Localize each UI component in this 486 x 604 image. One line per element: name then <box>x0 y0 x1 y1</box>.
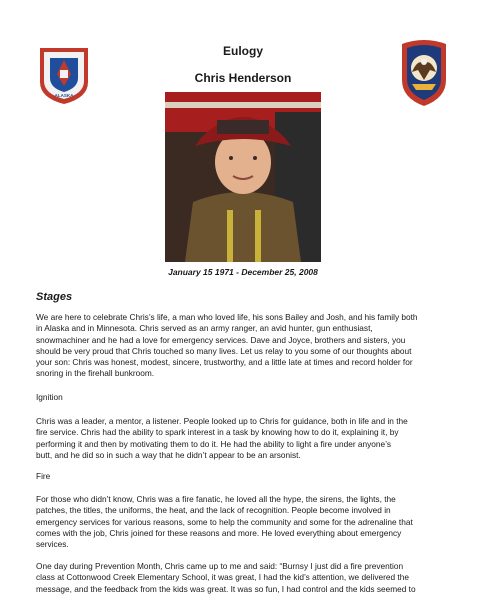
person-name: Chris Henderson <box>194 71 292 85</box>
paragraph-ignition: Chris was a leader, a mentor, a listener. People looked up to Chris for guidance, both in life and in the fire service. Chris had the ability to spark interest in a task by knowing how to do it, explaining it, by performing it and then by motivating them to do it. He had the ability to light a fire under anyone’s butt, and he did so in such a way that he didn’t appear to be an arsonist. <box>36 416 408 460</box>
eulogy-title: Eulogy <box>222 44 263 58</box>
subheading-ignition: Ignition <box>36 392 63 402</box>
patch-left-text: ALASKA <box>54 93 74 98</box>
section-heading: Stages <box>36 291 73 303</box>
memorial-photo <box>165 92 321 262</box>
subheading-fire: Fire <box>36 471 51 481</box>
life-dates: January 15 1971 - December 25, 2008 <box>168 267 318 277</box>
paragraph-fire: For those who didn’t know, Chris was a fire fanatic, he loved all the hype, the sirens, the lights, the patches, the titles, the uniforms, the heat, and the lack of recognition. People become involved in emergency services for various reasons, some to help the community and some for the adrenaline that comes with the job, Chris joined for these reasons and more. He loved everything about emergency services. <box>36 494 413 550</box>
paragraph-celebration: We are here to celebrate Chris’s life, a man who loved life, his sons Bailey and Josh, and his family both in Alaska and in Minnesota. Chris served as an army ranger, an avid hunter, gun enthusiast, snowmachiner and he had a love for emergency services. Dave and Joyce, brothers and sisters, you should be very proud that Chris touched so many lives. Let us relay to you some of our thoughts about your son: Chris was honest, modest, sincere, trustworthy, and a little late at times and record holder for snoring in the firehall bunkroom. <box>36 312 418 379</box>
paragraph-prevention-month: One day during Prevention Month, Chris came up to me and said: “Burnsy I just did a fire prevention class at Cottonwood Creek Elementary School, it was great, I had the kid’s attention, we delivered the message, and the feedback from the kids was great. It was so fun, I had control and the kids seemed to <box>36 561 416 594</box>
